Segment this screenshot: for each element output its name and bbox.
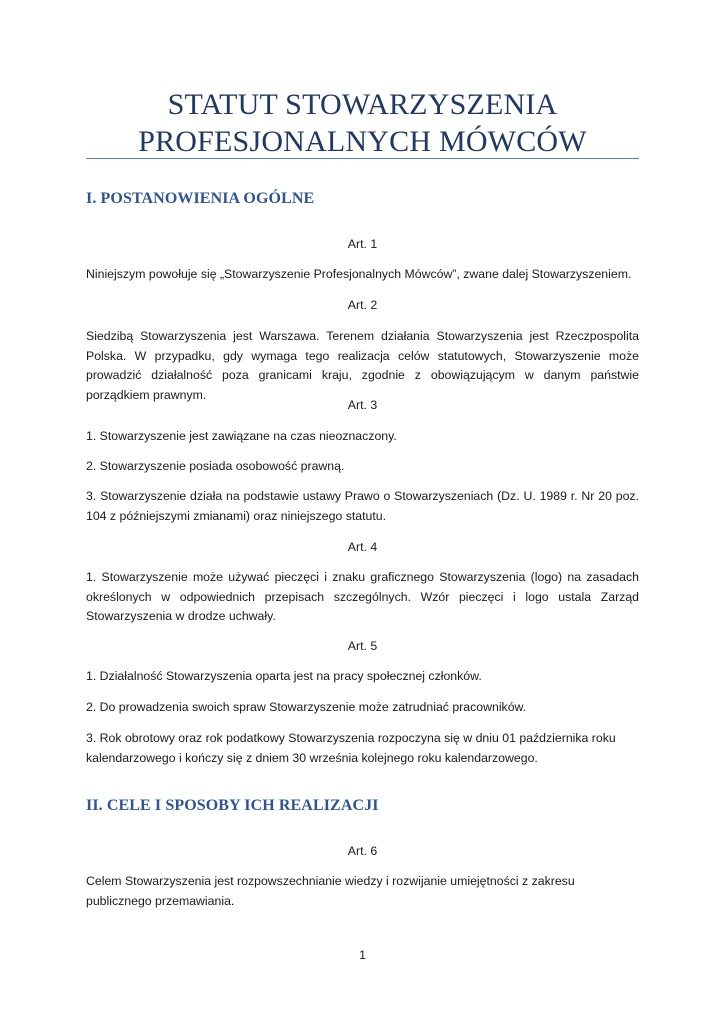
- page-number: 1: [359, 948, 366, 962]
- title-divider: [86, 158, 639, 159]
- article-3-paragraph-2: 2. Stowarzyszenie posiada osobowość prawną.: [86, 459, 345, 473]
- article-2-paragraph-1: Siedzibą Stowarzyszenia jest Warszawa. Terenem działania Stowarzyszenia jest Rzeczpospolita Polska. W przypadku, gdy wymaga tego realizacja celów statutowych, Stowarzyszenie może prowadzić działalność poza granicami kraju, zgodnie z obowiązującym w danym państwie porządkiem prawnym.: [86, 329, 639, 402]
- article-5-paragraph-1: 1. Działalność Stowarzyszenia oparta jest na pracy społecznej członków.: [86, 669, 482, 683]
- article-label-5: Art. 5: [347, 639, 378, 653]
- article-5-paragraph-3: 3. Rok obrotowy oraz rok podatkowy Stowarzyszenia rozpoczyna się w dniu 01 października roku kalendarzowego i kończy się z dniem 30 września kolejnego roku kalendarzowego.: [86, 731, 616, 765]
- document-title: [86, 86, 639, 160]
- title-line-2: PROFESJONALNYCH MÓWCÓW: [138, 125, 587, 158]
- article-label-4: Art. 4: [347, 540, 378, 554]
- article-label-6: Art. 6: [347, 844, 378, 858]
- article-label-3: Art. 3: [347, 398, 378, 412]
- article-3-paragraph-3: 3. Stowarzyszenie działa na podstawie ustawy Prawo o Stowarzyszeniach (Dz. U. 1989 r. Nr 20 poz. 104 z późniejszymi zmianami) oraz niniejszego statutu.: [86, 489, 639, 523]
- article-label-1: Art. 1: [347, 237, 378, 251]
- article-4-paragraph-1: 1. Stowarzyszenie może używać pieczęci i znaku graficznego Stowarzyszenia (logo) na zasadach określonych w odpowiednich przepisach szczególnych. Wzór pieczęci i logo ustala Zarząd Stowarzyszenia w drodze uchwały.: [86, 570, 639, 623]
- article-label-2: Art. 2: [347, 298, 378, 312]
- section-heading-2: II. CELE I SPOSOBY ICH REALIZACJI: [86, 797, 379, 814]
- title-line-1: STATUT STOWARZYSZENIA: [167, 88, 558, 121]
- article-1-paragraph-1: Niniejszym powołuje się „Stowarzyszenie Profesjonalnych Mówców”, zwane dalej Stowarzyszeniem.: [86, 267, 632, 281]
- article-3-paragraph-1: 1. Stowarzyszenie jest zawiązane na czas nieoznaczony.: [86, 429, 397, 443]
- article-5-paragraph-2: 2. Do prowadzenia swoich spraw Stowarzyszenie może zatrudniać pracowników.: [86, 700, 527, 714]
- section-heading-1: I. POSTANOWIENIA OGÓLNE: [86, 190, 315, 207]
- article-6-paragraph-1: Celem Stowarzyszenia jest rozpowszechnianie wiedzy i rozwijanie umiejętności z zakresu publicznego przemawiania.: [86, 874, 575, 908]
